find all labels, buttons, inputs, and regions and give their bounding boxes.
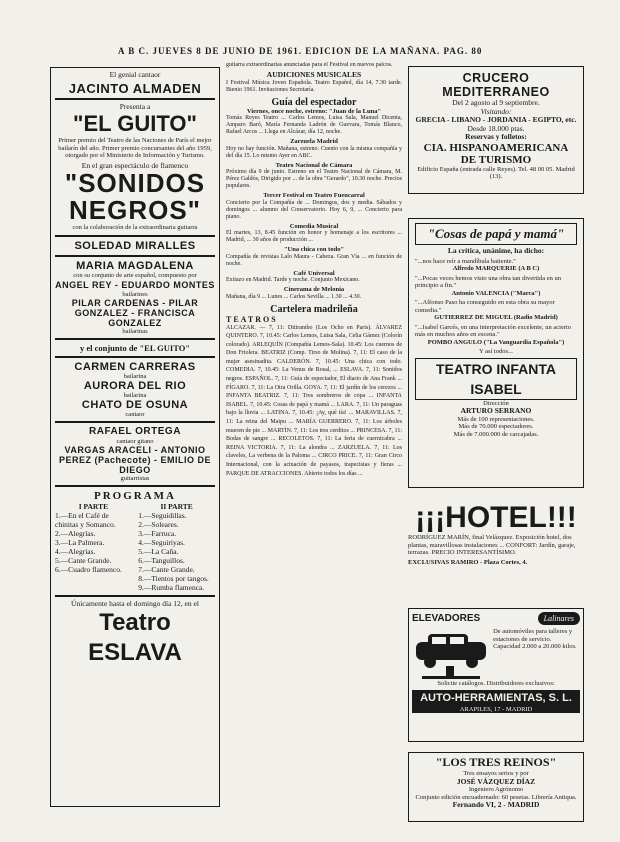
papa-ytodos: Y así todos...: [479, 348, 513, 355]
cast-role: bailarines: [122, 290, 148, 298]
papa-title: "Cosas de papá y mamá": [415, 223, 577, 245]
quote-author: Alfredo MARQUERIE (A B C): [452, 265, 540, 272]
cast-name: SOLEDAD MIRALLES: [74, 239, 196, 252]
papa-lead: La crítica, unánime, ha dicho:: [447, 246, 545, 255]
elevadores-text: De automóviles para talleres y estaciones de servicio. Capacidad 2.000 a 20.000 kilos.: [493, 628, 577, 650]
cast-name: ANGEL REY - EDUARDO MONTES: [55, 279, 215, 290]
section-text: Tomás Reyes Teatro ... Carlos Lemos, Luisa Sala, Manuel Dicenta, Amparo Baró, María Fernanda Ladrón de Guevara, Tomás Blanco, Rafael Arcos ... Llega en Alcázar, día 12, noche.: [226, 115, 402, 135]
cast-role: bailarina: [123, 391, 147, 399]
papa-stat: Más de 7.000.000 de carcajadas.: [453, 430, 539, 438]
reinos-address: Fernando VI, 2 - MADRID: [452, 800, 540, 809]
guito-description: Primer premio del Teatro de las Naciones de París el mejor bailarín del año. Primer premio concursantes del año 1959, otorgado por el Ministerio de Información y Turismo.: [58, 137, 212, 159]
program-item: 7.—Cante Grande.: [138, 564, 195, 574]
program-item: 6.—Tanguillos.: [138, 555, 185, 565]
part-title: I PARTE: [78, 501, 109, 511]
guide-subtitle: Viernes, once noche, estreno: "Juan de la Luna": [246, 107, 382, 115]
cast-role: guitarristas: [120, 474, 150, 482]
section-title: Comedia Musical: [289, 222, 339, 230]
teatros-title: TEATROS: [226, 314, 278, 324]
program-item: 6.—Cuadro flamenco.: [55, 564, 122, 574]
elevadores-banner-sub: ARAPILES, 17 - MADRID: [412, 706, 580, 714]
section-text: Hoy no hay función. Mañana, estreno. Cuento con la misma compañía y del día 15. Lo mismo Ayer en ABC.: [226, 145, 402, 159]
hotel-text: RODRÍGUEZ MARÍN, final Velázquez. Exposición hotel, dos plantas, maravillosas instalaciones ... CONFORT: Jardín, garaje, terrazas. PRECIO INTERESANTÍSIMO.: [408, 534, 576, 556]
program-item: 8.—Tientos por tangos.: [138, 573, 209, 583]
presents-text: Presenta a: [119, 101, 151, 111]
reinos-sub2: Ingeniero Agrónomo: [468, 786, 524, 793]
section-text: Compañía de revistas Lalo Maura - Cabeza. Gran Vía ... en función de noche.: [226, 253, 402, 267]
quote-author: POMBO ANGULO ("La Vanguardia Española"): [427, 338, 565, 346]
section-title: Tercer Festival en Teatro Fuencarral: [263, 192, 365, 199]
section-text: I Festival Música Joven Española. Teatro Español, día 14, 7.30 tarde. Bienio 1961. Invitaciones Secretaría.: [226, 79, 402, 93]
until-note: Únicamente hasta el domingo día 12, en el: [71, 598, 199, 608]
hotel-ad: [408, 502, 584, 566]
crucero-visit: Visitando:: [480, 106, 512, 116]
crucero-address: Edificio España (entrada calle Reyes). Tel. 48 00 05. Madrid (13).: [417, 165, 575, 180]
section-text: Mañana, día 9 ... Lunes ... Carlos Sevilla ... 1.30 ... 4.30.: [226, 293, 362, 300]
section-title: Café Universal: [293, 269, 335, 277]
hotel-title: ¡¡¡HOTEL!!!: [415, 501, 577, 534]
guito-ensemble: y el conjunto de "EL GUITO": [79, 342, 191, 353]
program-item: 2.—Soleares.: [138, 519, 179, 529]
quote: "...Pocas veces hemos visto una obra tan divertida en un principio a fin.": [415, 274, 561, 289]
papa-ad: [408, 218, 584, 488]
listings-column: [226, 62, 402, 818]
section-text: Próximo día 9 de junio. Estreno en el Teatro Nacional de Cámara, M. Pérez Galdós, Dirigido por ... de la obra "Gerardo", 10.30 noche. Precios populares.: [226, 169, 402, 189]
quote-author: Antonio VALENCIA ("Marca"): [451, 289, 541, 297]
cartelera-title: Cartelera madrileña: [270, 303, 358, 315]
quote: "...nos hace reír a mandíbula batiente.": [415, 257, 516, 265]
program-item: 5.—La Caña.: [138, 546, 179, 556]
elevadores-title: ELEVADORES: [412, 613, 481, 624]
crucero-places: GRECIA - LIBANO - JORDANIA - EGIPTO, etc.: [415, 115, 577, 124]
program-part1: [55, 502, 132, 592]
crucero-title: CRUCERO MEDITERRANEO: [442, 71, 550, 99]
program-item: 9.—Rumba flamenca.: [138, 582, 205, 592]
cast-role: con su conjunto de arte español, compuesto por: [73, 271, 197, 279]
guito-title: "EL GUITO": [73, 111, 197, 136]
papa-direction: Dirección: [483, 399, 509, 407]
section-text: El martes, 13, 8.45 función en honor y homenaje a los escritores ... Madrid, ... 30 años de producción ...: [226, 230, 402, 243]
intro-text: guitarra extraordinarias anunciadas para el Festival en nuevos palcos.: [226, 62, 393, 68]
program-item: 4.—Seguiriyas.: [138, 537, 185, 547]
reinos-ad: [408, 752, 584, 822]
program-item: 3.—Farruca.: [138, 528, 177, 538]
section-title: AUDICIONES MUSICALES: [266, 70, 362, 79]
reinos-sub: Tres ensayos serios y por: [463, 770, 529, 777]
crucero-company: CIA. HISPANOAMERICANA: [423, 141, 569, 154]
reinos-text: Conjunto edición encuadernado: 60 pesetas. Librería Antiqua.: [415, 793, 577, 801]
star-name: JACINTO ALMADEN: [68, 80, 202, 96]
cast-name: CARMEN CARRERAS: [74, 360, 196, 373]
section-title: Cinerama de Melonia: [283, 286, 345, 293]
elevadores-ad: [408, 608, 584, 742]
program-parts: [55, 502, 215, 592]
quote-author: GUTIERREZ DE MIGUEL (Radio Madrid): [434, 314, 558, 321]
theatre-name: Teatro ESLAVA: [88, 609, 182, 666]
crucero-ad: [408, 66, 584, 194]
cast-name: MARIA MAGDALENA: [76, 259, 194, 272]
crucero-reserve: Reservas y folletos:: [465, 132, 527, 141]
cast-name: CHATO DE OSUNA: [81, 398, 189, 411]
cast-role: cantaor gitano: [116, 437, 154, 445]
show-title-line2: NEGROS": [68, 195, 201, 225]
page-header: A B C. JUEVES 8 DE JUNIO DE 1961. EDICION DE LA MAÑANA. PAG. 80: [118, 46, 483, 56]
papa-director: ARTURO SERRANO: [460, 406, 532, 415]
quote: "...Isabel Garcés, en una interpretación excelente, un acierto más en muchos años en escena.": [415, 323, 572, 338]
car-lift-illustration: [412, 628, 489, 680]
section-text: Exitazo en Madrid. Tarde y noche. Conjunto Mexicano.: [226, 277, 360, 283]
papa-stat: Más de 100 representaciones.: [457, 415, 535, 423]
elevadores-ask: Solicite catálogos. Distribuidores exclusivos:: [437, 680, 555, 687]
cast-name: PILAR CARDENAS - PILAR GONZALEZ - FRANCISCA GONZALEZ: [71, 297, 199, 328]
program-item: 1.—En el Café de chinitas y Somanco.: [55, 510, 116, 529]
crucero-company2: DE TURISMO: [460, 153, 532, 166]
program-item: 3.—La Palmera.: [55, 537, 105, 547]
papa-stat: Más de 70.000 espectadores.: [458, 423, 534, 430]
guide-title: Guía del espectador: [271, 96, 357, 108]
program-item: 1.—Seguidillas.: [138, 510, 187, 520]
elevadores-banner: AUTO-HERRAMIENTAS, S. L.: [412, 690, 580, 706]
program-part2: [138, 502, 215, 592]
program-item: 4.—Alegrías.: [55, 546, 96, 556]
cast-role: cantaor: [125, 410, 145, 418]
cast-role: bailarina: [123, 372, 147, 380]
cast-name: VARGAS ARACELI - ANTONIO PEREZ (Pachecote) - EMILIO DE DIEGO: [58, 444, 212, 475]
eslava-ad: [50, 67, 220, 807]
part-title: II PARTE: [160, 501, 193, 511]
section-title: "Una chica con todo": [283, 246, 345, 253]
crucero-price: Desde 18.000 ptas.: [467, 123, 525, 133]
cast-name: AURORA DEL RIO: [83, 379, 187, 392]
cast-name: RAFAEL ORTEGA: [89, 425, 181, 437]
eslava-intro: El genial cantaor: [109, 70, 161, 79]
program-item: 5.—Cante Grande.: [55, 555, 112, 565]
section-text: Concierto por la Compañía de ... Domingos, dos y media. Sábados y domingos ... alumno del Conservatorio. Hoy 6, 9, ... Concierto para piano.: [226, 199, 402, 220]
cast-role: bailarinas: [122, 327, 148, 335]
program-title: PROGRAMA: [94, 489, 176, 502]
program-item: 2.—Alegrías.: [55, 528, 96, 538]
section-title: Zarzuela Madrid: [290, 138, 338, 145]
teatros-listing: ALCAZAR. — 7, 11: Ditirambo (Los Ocho en Paris). ÁLVAREZ QUINTERO. 7, 10.45: Carlos Lemos, Luisa Sala, Celia Gámez (Colorín colorado). ARLEQUÍN (Compañía Lemos-Sala). 10.45: Los cuernos de Don Friolera. BEATRIZ (Comp. Tirso de Molina). 7, 11: El caso de la mujer asesinadita. CALDERÓN. 7, 10.45: Una chica con todo. COMEDIA. 7, 10.45: La Venus de Rosal, ... ESLAVA. 7, 11: Sonidos negros. ESPAÑOL. 7, 11: Guía de espectador, El diario de Ana Frank ... FÍGARO. 7, 11: La Otra Orilla. GOYA. 7, 11: El jardín de los cerezos ... INFANTA BEATRIZ. 7, 11: Tres sombreros de copa ... INFANTA ISABEL. 7, 10.45: Cosas de papá y mamá ... LARA. 7, 11: Un paraguas bajo la lluvia ... LATINA. 7, 10.45: ¡Ay, qué tía! ... MARAVILLAS. 7, 11: La reina del Maipu ... MARÍA GUERRERO. 7, 11: Los árboles mueren de pie ... MARTÍN. 7, 11: Los tres cerditos ... PRINCESA. 7, 11: Bodas de sangre ... RECOLETOS. 7, 11: La feria de cuernicabra ... REINA VICTORIA. 7, 11: La alondra ... ZARZUELA. 7, 11: Los claveles, La verbena de la Paloma ... CIRCO PRICE. 7, 11: Gran Circo Internacional, con la actuación de payasos, trapecistas y fieras ... PARQUE DE ATRACCIONES. Abierto todos los días ...: [226, 324, 402, 477]
papa-theatre: TEATRO INFANTA ISABEL: [415, 358, 577, 400]
quote: "...Alfonso Paso ha conseguido en esta obra su mayor comedia.": [415, 299, 555, 314]
reinos-author: JOSÉ VÁZQUEZ DÍAZ: [456, 776, 536, 786]
crucero-dates: Del 2 agosto al 9 septiembre.: [452, 98, 540, 107]
hotel-exclusive: EXCLUSIVAS RAMIRO - Plaza Cortes, 4.: [408, 558, 528, 566]
collaboration-note: con la colaboración de la extraordinaria guitarra: [72, 224, 198, 231]
reinos-title: "LOS TRES REINOS": [435, 755, 557, 769]
show-title-line1: "SONIDOS: [64, 168, 206, 198]
elevadores-brand: Lalinares: [538, 612, 580, 625]
section-title: Teatro Nacional de Cámara: [275, 161, 353, 169]
spectacle-intro: En el gran espectáculo de flamenco: [81, 160, 189, 170]
